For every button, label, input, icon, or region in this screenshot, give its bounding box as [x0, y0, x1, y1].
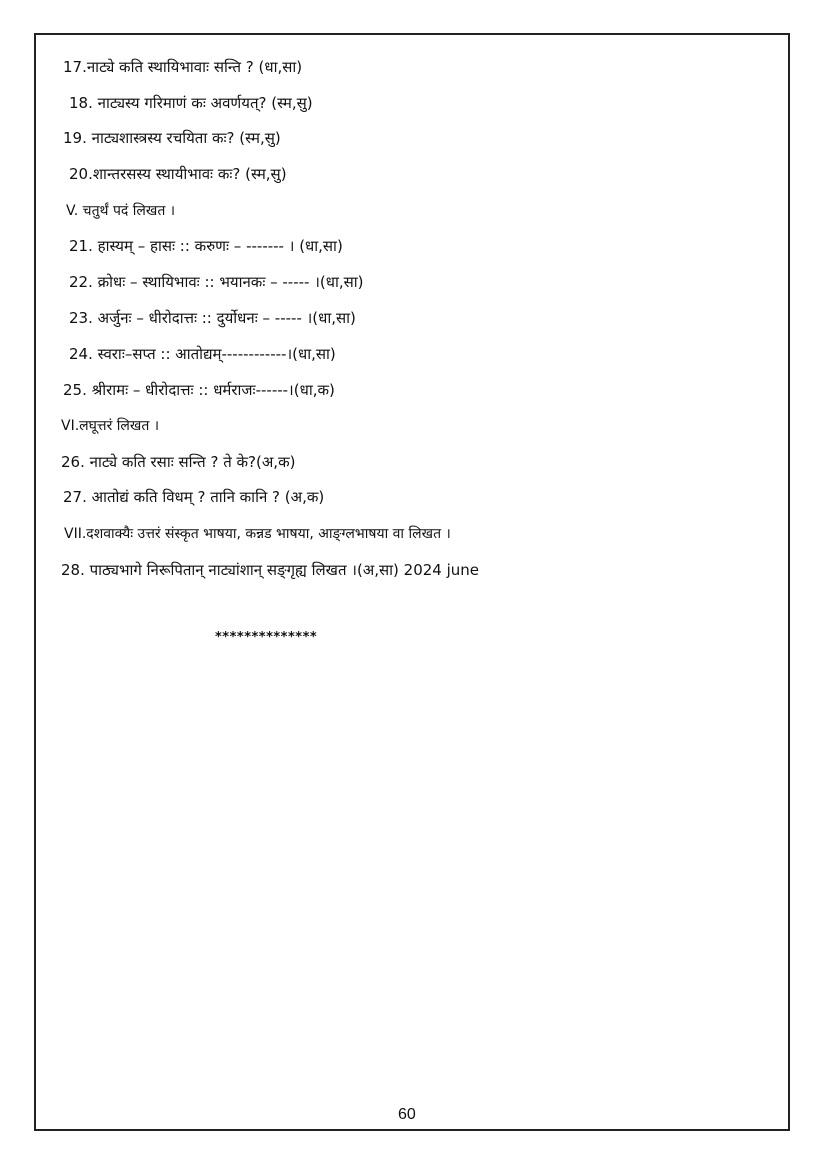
question-24: 24. स्वराः–सप्त :: आतोद्यम्------------।(धा,सा) [69, 345, 336, 363]
question-21: 21. हास्यम् – हासः :: करुणः – ------- । (धा,सा) [69, 237, 343, 255]
question-28: 28. पाठ्यभागे निरूपितान् नाट्यांशान् सङ्गृह्य लिखत ।(अ,सा) 2024 june [61, 561, 480, 579]
question-23: 23. अर्जुनः – धीरोदात्तः :: दुर्योधनः – ----- ।(धा,सा) [69, 309, 356, 327]
page-number: 60 [398, 1106, 416, 1123]
question-25: 25. श्रीरामः – धीरोदात्तः :: धर्मराजः------।(धा,क) [63, 381, 335, 399]
section-v-heading: V. चतुर्थं पदं लिखत । [66, 203, 176, 219]
section-vii-heading: VII.दशवाक्यैः उत्तरं संस्कृत भाषया, कन्नड भाषया, आङ्ग्लभाषया वा लिखत । [64, 526, 451, 542]
separator-stars: ************** [215, 630, 318, 645]
question-22: 22. क्रोधः – स्थायिभावः :: भयानकः – ----- ।(धा,सा) [69, 273, 364, 291]
question-27: 27. आतोद्यं कति विधम् ? तानि कानि ? (अ,क) [63, 488, 325, 506]
question-20: 20.शान्तरसस्य स्थायीभावः कः? (स्म,सु) [69, 165, 287, 183]
question-18: 18. नाट्यस्य गरिमाणं कः अवर्णयत्? (स्म,सु) [69, 94, 313, 112]
section-vi-heading: VI.लघूत्तरं लिखत । [61, 418, 160, 434]
page-border [34, 33, 790, 1131]
question-26: 26. नाट्ये कति रसाः सन्ति ? ते के?(अ,क) [61, 453, 296, 471]
question-17: 17.नाट्ये कति स्थायिभावाः सन्ति ? (धा,सा) [63, 58, 303, 76]
question-19: 19. नाट्यशास्त्रस्य रचयिता कः? (स्म,सु) [63, 129, 281, 147]
